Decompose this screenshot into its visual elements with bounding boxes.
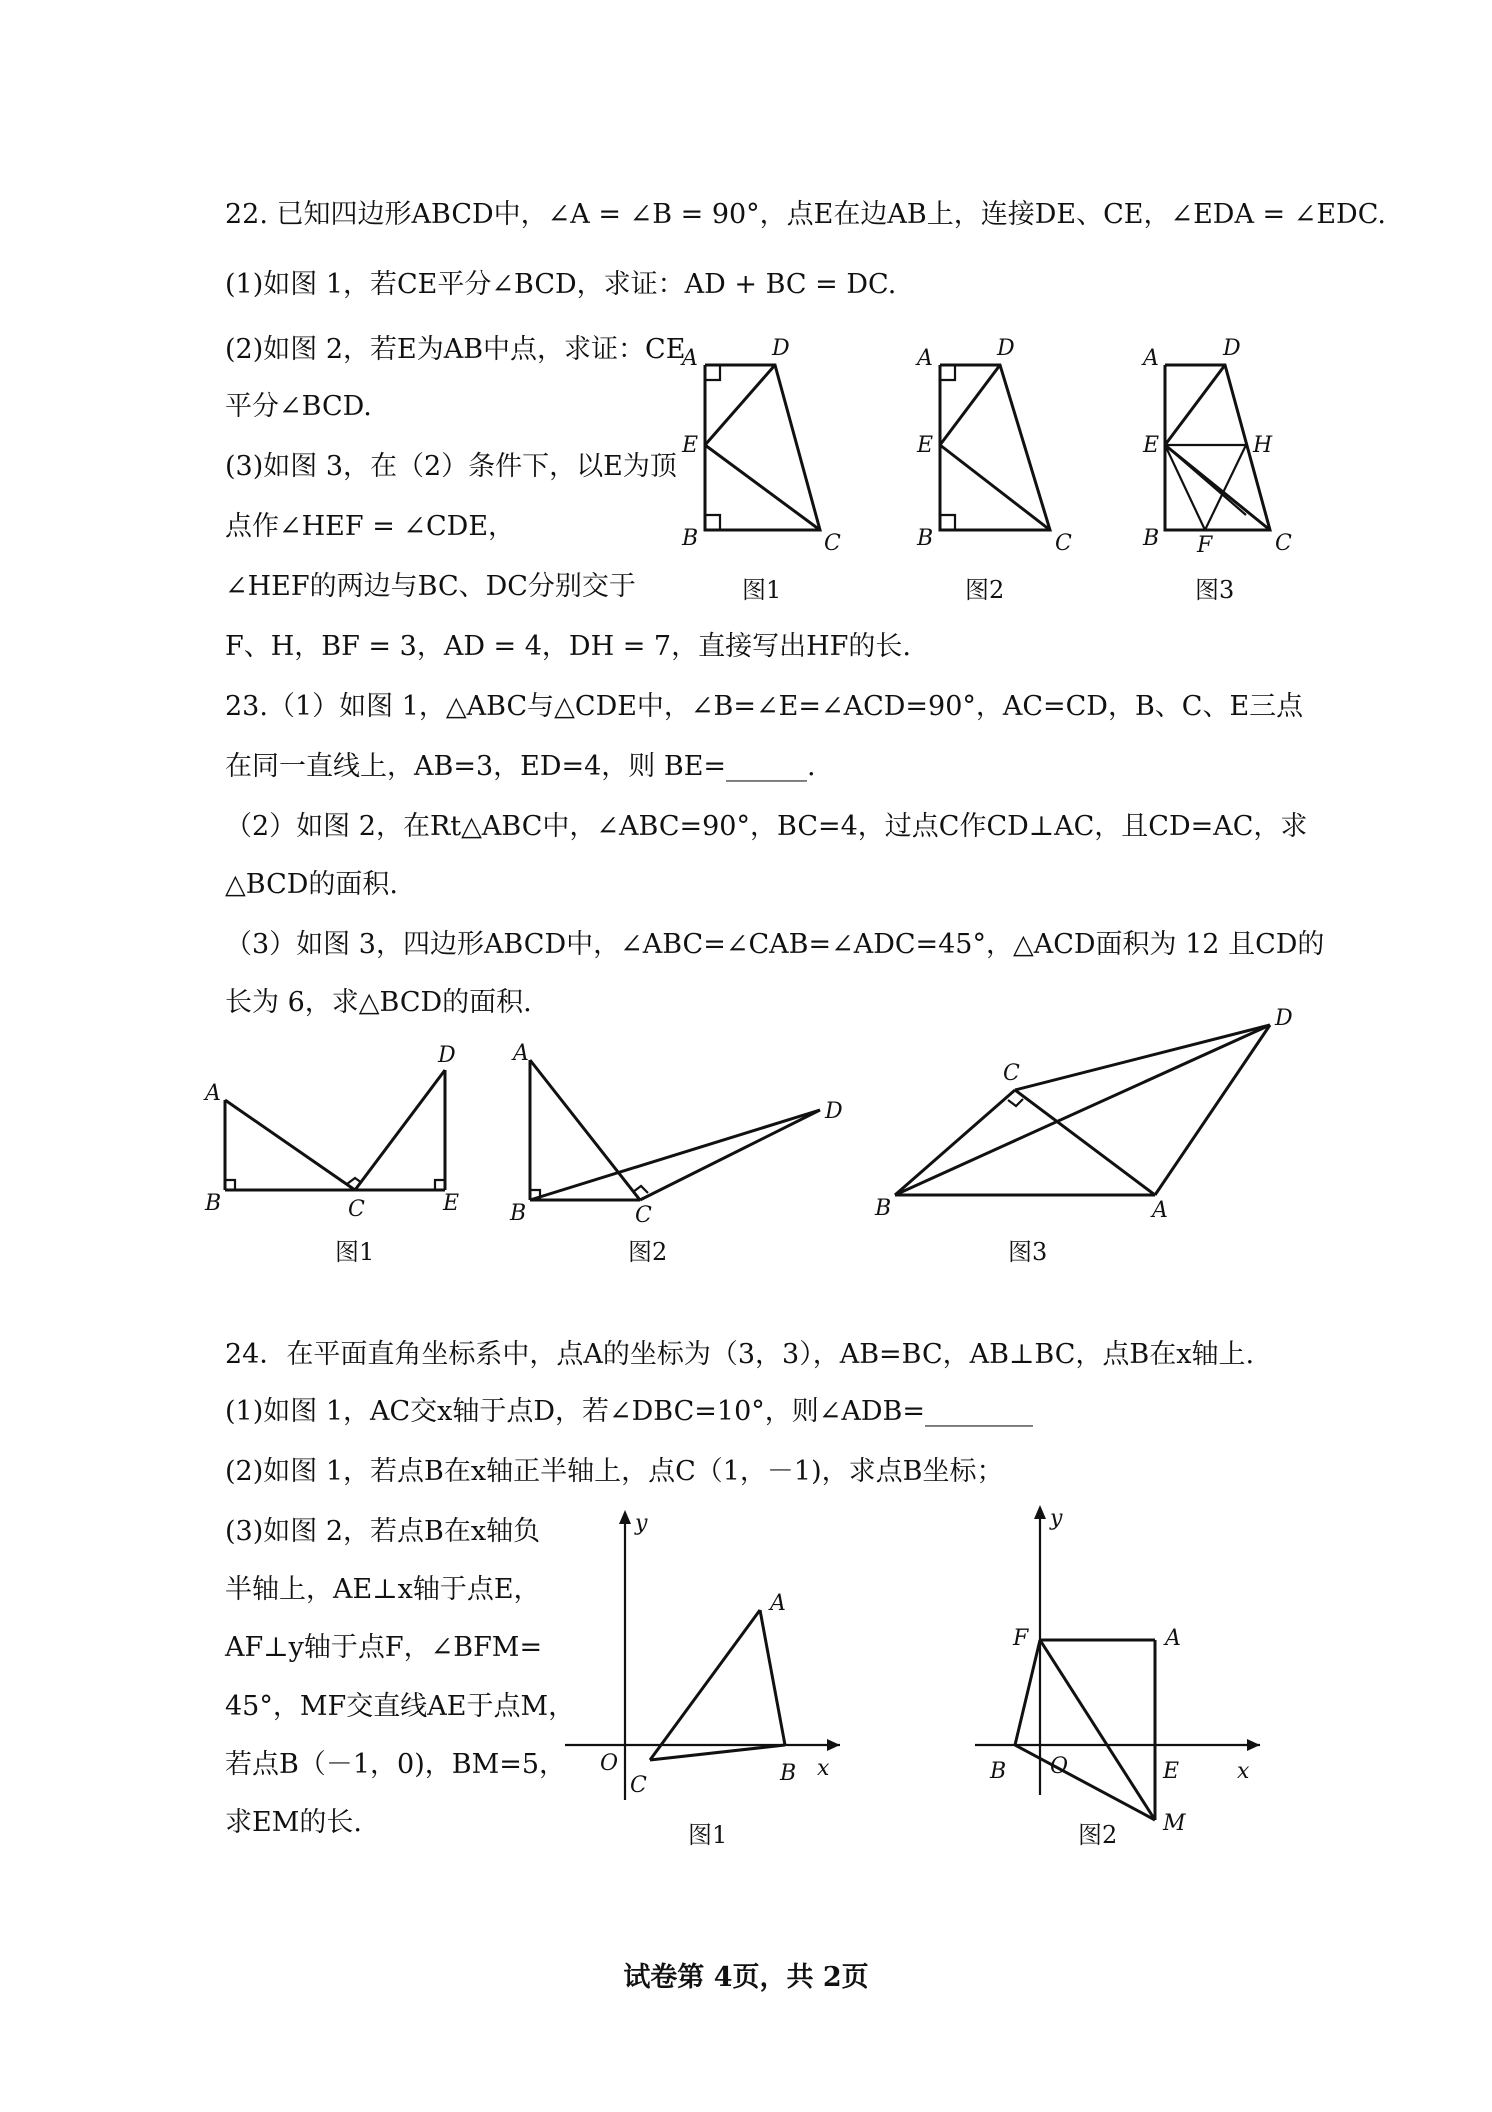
fig1-label-b: B: [682, 526, 699, 551]
fig3-label-c: C: [1275, 531, 1292, 556]
fig3-label-d: D: [1223, 336, 1241, 361]
q23f2-label-a: A: [513, 1041, 529, 1066]
q24-part3-f: 求EM的长.: [225, 1807, 362, 1838]
q23f3-label-d: D: [1275, 1006, 1293, 1031]
q24f2-label-y: y: [1050, 1506, 1063, 1531]
q23f1-label-b: B: [205, 1191, 222, 1216]
q23-part1-a: 23.（1）如图 1，△ABC与△CDE中，∠B=∠E=∠ACD=90°，AC=CD，B、C、E三点: [225, 691, 1304, 722]
q24f2-label-m: M: [1163, 1811, 1186, 1836]
q23-caption-3: 图3: [1008, 1238, 1048, 1266]
q24-part3-c: AF⊥y轴于点F，∠BFM=: [225, 1632, 543, 1663]
fig2-label-d: D: [997, 336, 1015, 361]
q24-part3-e: 若点B（－1，0)，BM=5，: [225, 1749, 567, 1780]
q24-part3-d: 45°，MF交直线AE于点M，: [225, 1691, 576, 1722]
q24f1-label-y: y: [635, 1511, 648, 1536]
q23f2-label-b: B: [510, 1201, 527, 1226]
q24f1-label-c: C: [630, 1773, 647, 1798]
q22-caption-1: 图1: [742, 576, 782, 604]
q24-figure-2: [965, 1495, 1275, 1840]
q23-part1-b: 在同一直线上，AB=3，ED=4，则 BE=______.: [225, 751, 816, 782]
q23-part2-a: （2）如图 2，在Rt△ABC中，∠ABC=90°，BC=4，过点C作CD⊥AC，且CD=AC，求: [225, 811, 1308, 842]
q23-figure-3: [870, 1005, 1310, 1230]
q23-part3-a: （3）如图 3，四边形ABCD中，∠ABC=∠CAB=∠ADC=45°，△ACD面积为 12 且CD的: [225, 929, 1325, 960]
fig2-label-e: E: [917, 433, 934, 458]
q22-part3-c: ∠HEF的两边与BC、DC分别交于: [225, 571, 636, 602]
q24-stem: 24．在平面直角坐标系中，点A的坐标为（3，3），AB=BC，AB⊥BC，点B在x轴上.: [225, 1339, 1255, 1370]
q23-part2-b: △BCD的面积.: [225, 869, 398, 900]
q23f3-label-b: B: [875, 1196, 892, 1221]
q23f1-label-c: C: [348, 1197, 365, 1222]
q22-caption-3: 图3: [1195, 576, 1235, 604]
fig2-label-b: B: [917, 526, 934, 551]
q24f2-label-x: x: [1237, 1759, 1250, 1784]
q24-part3-b: 半轴上，AE⊥x轴于点E，: [225, 1574, 541, 1605]
q22-part1: (1)如图 1，若CE平分∠BCD，求证：AD + BC = DC.: [225, 269, 897, 300]
q24f1-label-x: x: [817, 1756, 830, 1781]
q24-figure-1: [555, 1500, 855, 1820]
q24-caption-2: 图2: [1078, 1821, 1118, 1849]
fig3-label-b: B: [1143, 526, 1160, 551]
q22-part3-d: F、H，BF = 3，AD = 4，DH = 7，直接写出HF的长.: [225, 631, 911, 662]
q24f2-label-f: F: [1013, 1626, 1029, 1651]
q23f2-label-c: C: [635, 1203, 652, 1228]
q24f2-label-a: A: [1165, 1626, 1181, 1651]
q22-figure-3: [1135, 330, 1335, 570]
q23f1-label-e: E: [443, 1191, 460, 1216]
q24f2-label-o: O: [1050, 1754, 1069, 1779]
fig1-label-e: E: [682, 433, 699, 458]
q24f1-label-b: B: [780, 1761, 797, 1786]
fig1-label-d: D: [772, 336, 790, 361]
q23f3-label-a: A: [1152, 1198, 1168, 1223]
q23f3-label-c: C: [1003, 1061, 1020, 1086]
q22-stem: 22. 已知四边形ABCD中，∠A = ∠B = 90°，点E在边AB上，连接DE、CE，∠EDA = ∠EDC.: [225, 199, 1386, 230]
q24-part2: (2)如图 1，若点B在x轴正半轴上，点C（1，－1)，求点B坐标；: [225, 1456, 1004, 1487]
q23-caption-1: 图1: [335, 1238, 375, 1266]
q23f1-label-a: A: [205, 1081, 221, 1106]
q24-part1: (1)如图 1，AC交x轴于点D，若∠DBC=10°，则∠ADB=________: [225, 1396, 1034, 1427]
q22-part2-a: (2)如图 2，若E为AB中点，求证：CE: [225, 334, 686, 365]
fig1-label-a: A: [682, 346, 698, 371]
page-footer: 试卷第 4页，共 2页: [623, 1962, 869, 1993]
fig3-label-f: F: [1197, 533, 1213, 558]
q24f1-label-o: O: [600, 1751, 619, 1776]
q22-part3-b: 点作∠HEF = ∠CDE，: [225, 511, 516, 542]
q24f2-label-e: E: [1163, 1759, 1180, 1784]
q22-figure-2: [905, 330, 1105, 570]
q23-caption-2: 图2: [628, 1238, 668, 1266]
q23f1-label-d: D: [438, 1043, 456, 1068]
fig1-label-c: C: [824, 531, 841, 556]
fig3-label-e: E: [1143, 433, 1160, 458]
fig2-label-a: A: [917, 346, 933, 371]
q24-caption-1: 图1: [688, 1821, 728, 1849]
q22-part2-b: 平分∠BCD.: [225, 391, 372, 422]
q24f2-label-b: B: [990, 1759, 1007, 1784]
q24-part3-a: (3)如图 2，若点B在x轴负: [225, 1516, 541, 1547]
q22-figure-1: [670, 330, 870, 570]
q23-figure-2: [505, 1040, 845, 1230]
fig2-label-c: C: [1055, 531, 1072, 556]
q22-caption-2: 图2: [965, 576, 1005, 604]
q23-figure-1: [200, 1043, 480, 1230]
q24f1-label-a: A: [770, 1591, 786, 1616]
fig3-label-h: H: [1253, 433, 1273, 458]
fig3-label-a: A: [1143, 346, 1159, 371]
q23f2-label-d: D: [825, 1099, 843, 1124]
q22-part3-a: (3)如图 3，在（2）条件下，以E为顶: [225, 451, 677, 482]
q23-part3-b: 长为 6，求△BCD的面积.: [225, 987, 532, 1018]
